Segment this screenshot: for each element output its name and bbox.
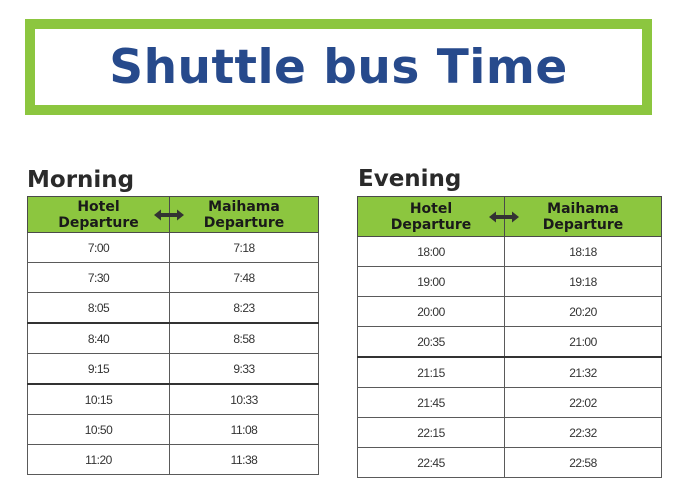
header-label: Departure [58, 215, 139, 231]
maihama-departure-time: 8:58 [170, 323, 319, 354]
table-row [358, 297, 662, 327]
table-row [358, 267, 662, 297]
maihama-departure-time: 18:18 [505, 237, 662, 267]
hotel-departure-time: 21:45 [358, 388, 505, 418]
maihama-departure-time: 21:00 [505, 327, 662, 358]
hotel-departure-time: 20:00 [358, 297, 505, 327]
hotel-departure-time: 9:15 [28, 354, 170, 385]
maihama-departure-time: 7:48 [170, 263, 319, 293]
table-row [28, 354, 319, 385]
table-row [358, 237, 662, 267]
table-row [28, 384, 319, 415]
table-row [358, 418, 662, 448]
maihama-departure-header [505, 197, 662, 237]
table-row [358, 327, 662, 358]
table-header-row [358, 197, 662, 237]
table-row [28, 293, 319, 324]
hotel-departure-time: 19:00 [358, 267, 505, 297]
header-label: Hotel [77, 199, 120, 215]
maihama-departure-time: 22:32 [505, 418, 662, 448]
hotel-departure-time: 11:20 [28, 445, 170, 475]
maihama-departure-time: 19:18 [505, 267, 662, 297]
table-row [28, 415, 319, 445]
page-title: Shuttle bus Time [109, 39, 568, 95]
hotel-departure-time: 8:05 [28, 293, 170, 324]
title-banner [25, 19, 652, 115]
hotel-departure-time: 22:15 [358, 418, 505, 448]
table-row [28, 323, 319, 354]
hotel-departure-time: 18:00 [358, 237, 505, 267]
hotel-departure-time: 10:50 [28, 415, 170, 445]
table-row [28, 263, 319, 293]
maihama-departure-time: 7:18 [170, 233, 319, 263]
hotel-departure-time: 7:30 [28, 263, 170, 293]
hotel-departure-time: 20:35 [358, 327, 505, 358]
hotel-departure-time: 7:00 [28, 233, 170, 263]
hotel-departure-time: 8:40 [28, 323, 170, 354]
maihama-departure-time: 21:32 [505, 357, 662, 388]
table-row [358, 448, 662, 478]
maihama-departure-time: 20:20 [505, 297, 662, 327]
hotel-departure-time: 21:15 [358, 357, 505, 388]
double-arrow-icon [488, 210, 520, 224]
hotel-departure-time: 10:15 [28, 384, 170, 415]
header-label: Maihama [208, 199, 280, 215]
header-label: Departure [203, 215, 285, 231]
evening-section-title: Evening [358, 166, 462, 192]
maihama-departure-time: 22:02 [505, 388, 662, 418]
maihama-departure-time: 10:33 [170, 384, 319, 415]
table-row [358, 388, 662, 418]
double-arrow-icon [153, 208, 185, 222]
hotel-departure-header [28, 197, 170, 233]
table-row [28, 445, 319, 475]
maihama-departure-time: 8:23 [170, 293, 319, 324]
header-label: Hotel [409, 201, 453, 217]
header-label: Departure [542, 217, 624, 233]
maihama-departure-time: 11:08 [170, 415, 319, 445]
maihama-departure-time: 9:33 [170, 354, 319, 385]
table-header-row [28, 197, 319, 233]
evening-schedule-table [357, 196, 662, 478]
morning-schedule-table [27, 196, 319, 475]
table-row [358, 357, 662, 388]
table-row [28, 233, 319, 263]
morning-section-title: Morning [27, 167, 135, 193]
header-label: Departure [390, 217, 472, 233]
maihama-departure-header [170, 197, 319, 233]
maihama-departure-time: 22:58 [505, 448, 662, 478]
hotel-departure-header [358, 197, 505, 237]
hotel-departure-time: 22:45 [358, 448, 505, 478]
header-label: Maihama [547, 201, 619, 217]
maihama-departure-time: 11:38 [170, 445, 319, 475]
